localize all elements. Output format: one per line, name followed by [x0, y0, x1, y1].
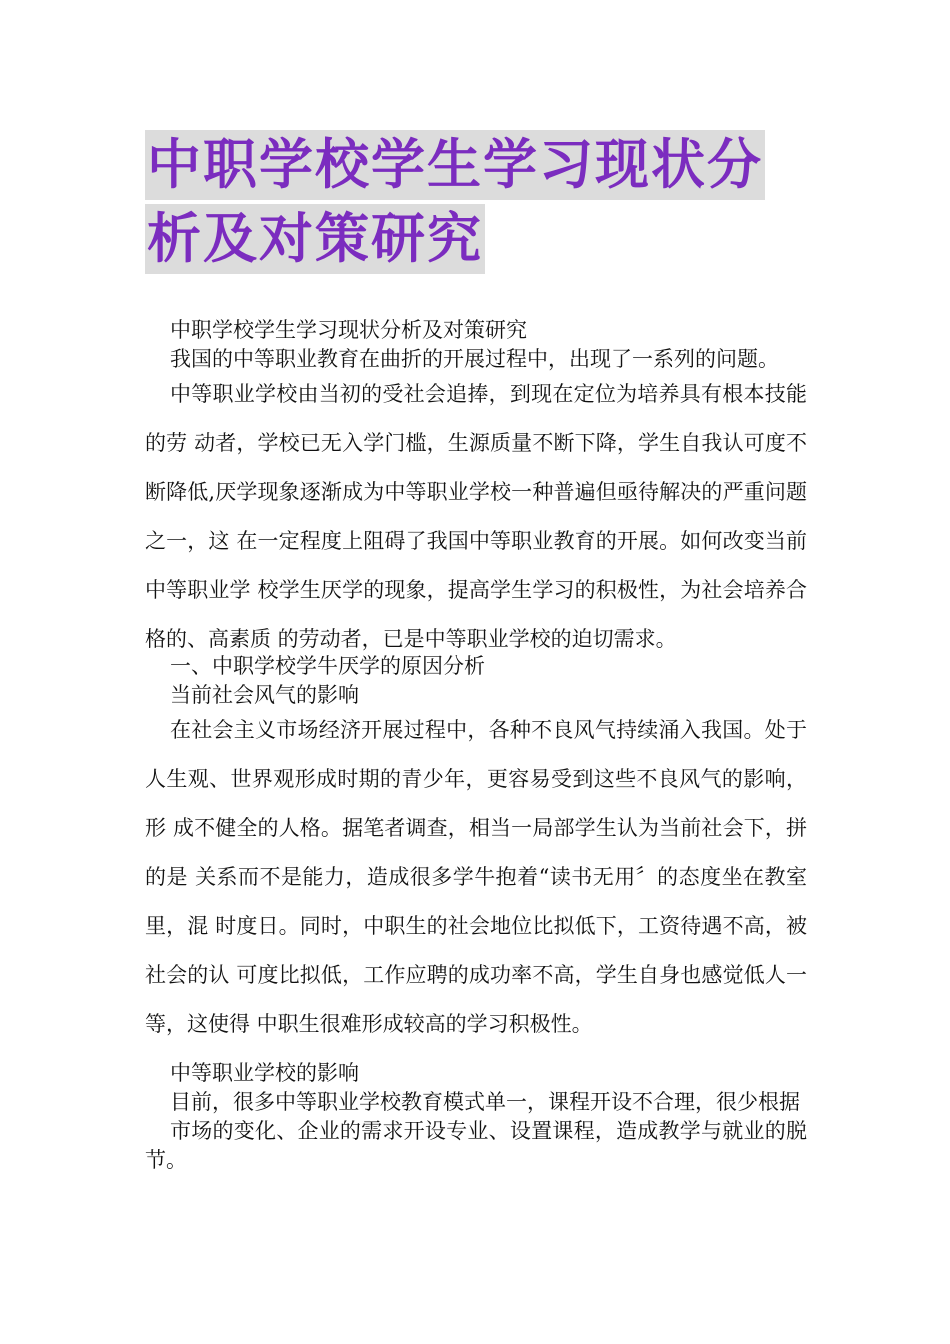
paragraph-intro: 我国的中等职业教育在曲折的开展过程中，出现了一系列的问题。: [170, 347, 779, 371]
document-body: [145, 316, 807, 1175]
paragraph-background: 中等职业学校由当初的受社会追捧，到现在定位为培养具有根本技能的劳 动者，学校已无入学门槛，生源质量不断下降，学生自我认可度不断降低,厌学现象逐渐成为中等职业学校一种普遍但亟待解决的严重问题之一，这 在一定程度上阻碍了我国中等职业教育的开展。如何改变当前中等职业学 校学生厌学的现象，提高学生学习的积极性，为社会培养合格的、高素质 的劳动者，已是中等职业学校的迫切需求。: [145, 382, 807, 651]
subsection-heading-school: 中等职业学校的影响: [170, 1061, 359, 1085]
title-line-2: 析及对策研究: [145, 204, 485, 274]
paragraph-subtitle: 中职学校学生学习现状分析及对策研究: [170, 318, 527, 342]
paragraph-social: 在社会主义市场经济开展过程中，各种不良风气持续涌入我国。处于 人生观、世界观形成时期的青少年，更容易受到这些不良风气的影响，形 成不健全的人格。据笔者调查，相当一局部学生认为当前社会下，拼的是 关系而不是能力，造成很多学牛抱着“读书无用〞的态度坐在教室里，混 时度日。同时，中职生的社会地位比拟低下，工资待遇不高，被社会的认 可度比拟低，工作应聘的成功率不高，学生自身也感觉低人一等，这使得 中职生很难形成较高的学习积极性。: [145, 718, 807, 1036]
paragraph-school-1: 目前，很多中等职业学校教育模式单一，课程开设不合理，很少根据: [170, 1090, 800, 1114]
subsection-heading-social: 当前社会风气的影响: [170, 683, 359, 707]
section-heading-1: 一、中职学校学牛厌学的原因分析: [170, 654, 485, 678]
paragraph-school-2: 市场的变化、企业的需求开设专业、设置课程，造成教学与就业的脱节。: [145, 1119, 807, 1172]
title-line-1: 中职学校学生学习现状分: [145, 130, 765, 200]
